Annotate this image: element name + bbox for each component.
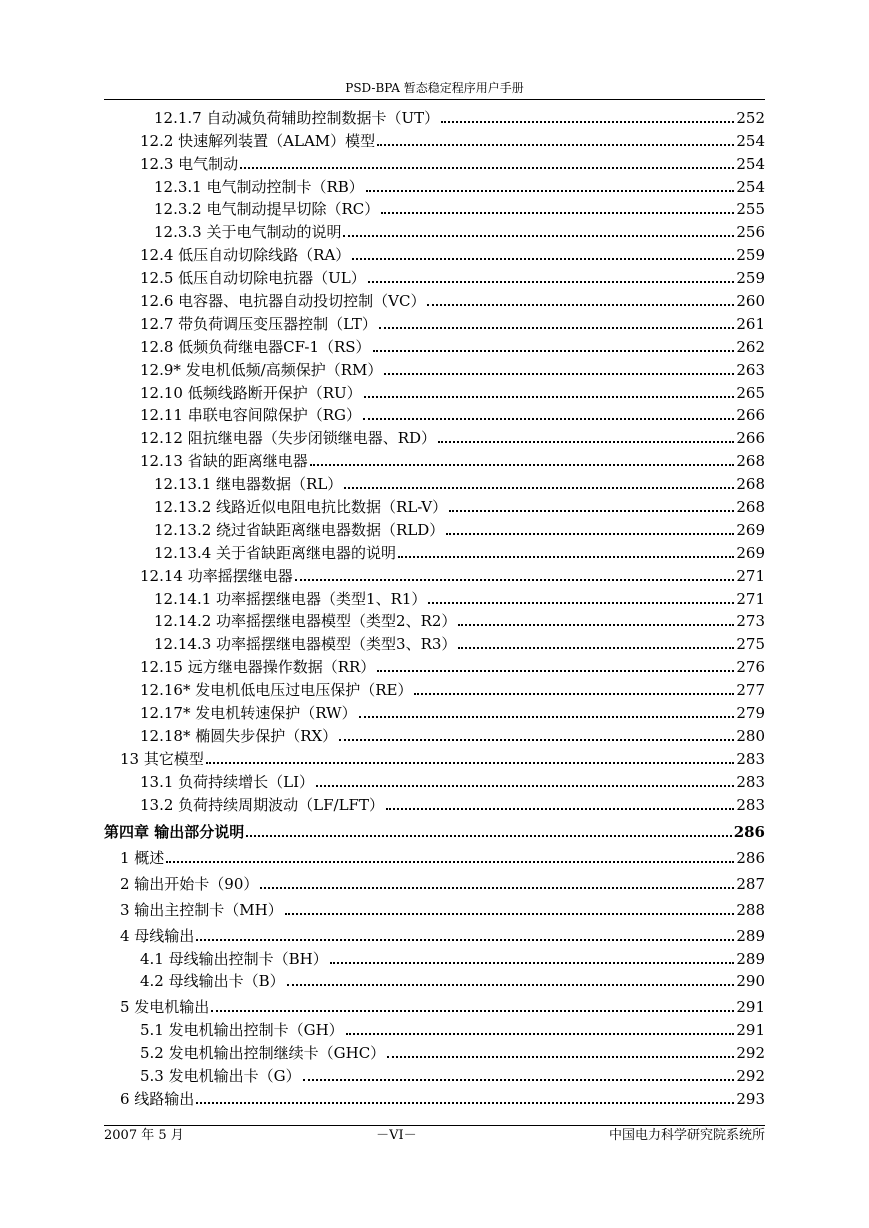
toc-entry[interactable]	[104, 608, 765, 631]
toc-entry-page: 254	[736, 154, 765, 173]
toc-dot-leader	[441, 120, 734, 123]
table-of-contents	[104, 104, 765, 1108]
toc-entry[interactable]	[104, 310, 765, 333]
toc-dot-leader	[260, 886, 734, 889]
toc-dot-leader	[384, 372, 734, 375]
toc-entry-page: 291	[736, 998, 765, 1017]
toc-entry[interactable]	[104, 287, 765, 310]
toc-entry-page: 265	[736, 383, 765, 402]
toc-entry-page: 283	[736, 795, 765, 814]
toc-entry[interactable]	[104, 745, 765, 768]
toc-dot-leader	[359, 715, 735, 718]
toc-entry[interactable]	[104, 893, 765, 919]
toc-entry[interactable]	[104, 1016, 765, 1039]
toc-dot-leader	[206, 761, 735, 764]
toc-entry-page: 259	[736, 269, 765, 288]
toc-dot-leader	[310, 463, 735, 466]
toc-dot-leader	[449, 509, 734, 512]
toc-entry[interactable]	[104, 945, 765, 968]
toc-entry-title: 12.17* 发电机转速保护（RW）	[140, 704, 357, 723]
footer-page-number: －VI－	[376, 1128, 417, 1143]
toc-entry-page: 252	[736, 108, 765, 127]
toc-entry[interactable]	[104, 150, 765, 173]
toc-entry-title: 12.4 低压自动切除线路（RA）	[140, 246, 351, 265]
toc-entry-page: 292	[736, 1044, 765, 1063]
toc-entry-page: 286	[733, 822, 765, 841]
toc-entry-page: 287	[736, 874, 765, 893]
toc-entry-page: 289	[736, 949, 765, 968]
toc-entry[interactable]	[104, 493, 765, 516]
toc-entry[interactable]	[104, 516, 765, 539]
toc-dot-leader	[316, 784, 734, 787]
toc-dot-leader	[364, 395, 735, 398]
toc-entry-page: 268	[736, 475, 765, 494]
toc-dot-leader	[295, 578, 735, 581]
toc-entry-page: 289	[736, 926, 765, 945]
toc-entry-title: 12.3.1 电气制动控制卡（RB）	[154, 177, 364, 196]
toc-entry-title: 12.16* 发电机低电压过电压保护（RE）	[140, 681, 413, 700]
toc-entry-title: 12.15 远方继电器操作数据（RR）	[140, 658, 376, 677]
toc-entry-title: 12.3.3 关于电气制动的说明	[154, 223, 342, 242]
toc-entry-title: 12.6 电容器、电抗器自动投切控制（VC）	[140, 292, 426, 311]
toc-dot-leader	[373, 349, 735, 352]
toc-entry-title: 12.14.3 功率摇摆继电器模型（类型3、R3）	[154, 635, 457, 654]
toc-entry[interactable]	[104, 919, 765, 945]
toc-entry[interactable]	[104, 791, 765, 814]
footer-date: 2007 年 5 月	[104, 1128, 184, 1143]
toc-dot-leader	[427, 303, 734, 306]
toc-entry[interactable]	[104, 470, 765, 493]
toc-entry[interactable]	[104, 402, 765, 425]
toc-entry-title: 12.13.1 继电器数据（RL）	[154, 475, 343, 494]
toc-dot-leader	[352, 257, 734, 260]
toc-entry[interactable]	[104, 218, 765, 241]
toc-entry[interactable]	[104, 539, 765, 562]
toc-dot-leader	[368, 280, 735, 283]
toc-entry[interactable]	[104, 990, 765, 1016]
toc-entry-page: 279	[736, 704, 765, 723]
toc-entry-page: 266	[736, 406, 765, 425]
toc-entry-title: 12.9* 发电机低频/高频保护（RM）	[140, 360, 383, 379]
toc-dot-leader	[196, 1101, 734, 1104]
toc-entry-page: 277	[736, 681, 765, 700]
toc-entry-page: 256	[736, 223, 765, 242]
toc-dot-leader	[330, 961, 735, 964]
toc-entry-page: 276	[736, 658, 765, 677]
toc-dot-leader	[246, 834, 731, 837]
footer-organization: 中国电力科学研究院系统所	[608, 1128, 765, 1143]
running-header	[104, 80, 765, 100]
toc-entry-page: 271	[736, 589, 765, 608]
toc-entry[interactable]	[104, 241, 765, 264]
toc-entry[interactable]	[104, 867, 765, 893]
toc-entry-page: 268	[736, 452, 765, 471]
toc-entry[interactable]	[104, 104, 765, 127]
toc-entry[interactable]	[104, 379, 765, 402]
toc-entry[interactable]	[104, 333, 765, 356]
toc-entry-page: 280	[736, 726, 765, 745]
toc-entry-title: 12.7 带负荷调压变压器控制（LT）	[140, 314, 377, 333]
toc-entry-page: 293	[736, 1089, 765, 1108]
toc-entry-title: 12.18* 椭圆失步保护（RX）	[140, 726, 338, 745]
toc-entry-page: 260	[736, 292, 765, 311]
toc-dot-leader	[196, 938, 734, 941]
toc-entry[interactable]	[104, 1039, 765, 1062]
toc-entry-title: 12.14.2 功率摇摆继电器模型（类型2、R2）	[154, 612, 457, 631]
toc-entry[interactable]	[104, 424, 765, 447]
toc-entry[interactable]	[104, 1062, 765, 1085]
toc-entry-page: 273	[736, 612, 765, 631]
toc-dot-leader	[166, 860, 734, 863]
toc-entry[interactable]	[104, 562, 765, 585]
toc-entry[interactable]	[104, 356, 765, 379]
toc-entry-page: 262	[736, 337, 765, 356]
toc-entry[interactable]	[104, 447, 765, 470]
toc-dot-leader	[303, 1078, 735, 1081]
toc-entry-page: 283	[736, 772, 765, 791]
toc-entry-title: 3 输出主控制卡（MH）	[120, 900, 283, 919]
toc-entry[interactable]	[104, 699, 765, 722]
toc-entry-title: 12.2 快速解列装置（ALAM）模型	[140, 131, 376, 150]
toc-dot-leader	[339, 738, 734, 741]
toc-dot-leader	[438, 440, 734, 443]
toc-entry[interactable]	[104, 814, 765, 841]
toc-entry-title: 5.3 发电机输出卡（G）	[140, 1067, 301, 1086]
running-footer	[104, 1125, 765, 1144]
toc-entry-title: 12.5 低压自动切除电抗器（UL）	[140, 269, 366, 288]
toc-entry[interactable]	[104, 768, 765, 791]
toc-entry-title: 4.2 母线输出卡（B）	[140, 972, 285, 991]
toc-dot-leader	[428, 601, 734, 604]
toc-entry-page: 269	[736, 543, 765, 562]
toc-dot-leader	[363, 417, 734, 420]
toc-entry-title: 4.1 母线输出控制卡（BH）	[140, 949, 328, 968]
toc-dot-leader	[458, 646, 734, 649]
toc-entry-title: 12.13.4 关于省缺距离继电器的说明	[154, 543, 397, 562]
toc-dot-leader	[285, 912, 735, 915]
toc-entry[interactable]	[104, 630, 765, 653]
toc-entry[interactable]	[104, 173, 765, 196]
toc-entry-page: 268	[736, 498, 765, 517]
toc-dot-leader	[381, 211, 734, 214]
toc-entry[interactable]	[104, 585, 765, 608]
toc-dot-leader	[343, 234, 734, 237]
toc-entry-title: 5 发电机输出	[120, 998, 210, 1017]
toc-entry[interactable]	[104, 264, 765, 287]
toc-entry-title: 6 线路输出	[120, 1089, 195, 1108]
toc-entry[interactable]	[104, 968, 765, 991]
toc-entry-title: 12.13.2 线路近似电阻电抗比数据（RL-V）	[154, 498, 448, 517]
toc-entry-page: 263	[736, 360, 765, 379]
toc-entry-title: 5.2 发电机输出控制继续卡（GHC）	[140, 1044, 386, 1063]
toc-entry-title: 5.1 发电机输出控制卡（GH）	[140, 1021, 344, 1040]
toc-entry-title: 12.13.2 绕过省缺距离继电器数据（RLD）	[154, 520, 445, 539]
toc-entry-title: 12.12 阻抗继电器（失步闭锁继电器、RD）	[140, 429, 437, 448]
toc-entry-title: 13.2 负荷持续周期波动（LF/LFT）	[140, 795, 384, 814]
toc-entry[interactable]	[104, 676, 765, 699]
toc-entry-title: 12.8 低频负荷继电器CF-1（RS）	[140, 337, 371, 356]
toc-entry-title: 12.10 低频线路断开保护（RU）	[140, 383, 362, 402]
toc-entry-title: 12.14.1 功率摇摆继电器（类型1、R1）	[154, 589, 427, 608]
toc-entry-title: 12.13 省缺的距离继电器	[140, 452, 308, 471]
toc-entry[interactable]	[104, 196, 765, 219]
toc-entry-title: 1 概述	[120, 848, 165, 867]
toc-entry-page: 266	[736, 429, 765, 448]
toc-dot-leader	[211, 1009, 734, 1012]
toc-dot-leader	[386, 807, 734, 810]
toc-entry[interactable]	[104, 127, 765, 150]
toc-entry-title: 4 母线输出	[120, 926, 195, 945]
toc-entry-page: 290	[736, 972, 765, 991]
toc-entry-title: 12.1.7 自动减负荷辅助控制数据卡（UT）	[154, 108, 440, 127]
toc-entry-page: 255	[736, 200, 765, 219]
toc-entry-title: 12.14 功率摇摆继电器	[140, 566, 293, 585]
manual-title: PSD-BPA 暂态稳定程序用户手册	[345, 81, 524, 95]
toc-entry-page: 292	[736, 1067, 765, 1086]
toc-dot-leader	[344, 486, 734, 489]
toc-entry-page: 288	[736, 900, 765, 919]
toc-dot-leader	[377, 669, 734, 672]
toc-entry-title: 12.3.2 电气制动提早切除（RC）	[154, 200, 380, 219]
toc-dot-leader	[458, 623, 734, 626]
toc-entry-title: 13.1 负荷持续增长（LI）	[140, 772, 315, 791]
toc-entry-page: 261	[736, 314, 765, 333]
toc-entry-title: 12.3 电气制动	[140, 154, 239, 173]
toc-dot-leader	[387, 1055, 734, 1058]
toc-dot-leader	[379, 326, 734, 329]
toc-dot-leader	[346, 1032, 735, 1035]
toc-entry-page: 291	[736, 1021, 765, 1040]
toc-entry[interactable]	[104, 722, 765, 745]
toc-entry[interactable]	[104, 1085, 765, 1108]
toc-entry-page: 259	[736, 246, 765, 265]
toc-entry-page: 275	[736, 635, 765, 654]
toc-entry[interactable]	[104, 653, 765, 676]
toc-entry-page: 254	[736, 177, 765, 196]
toc-dot-leader	[240, 166, 734, 169]
toc-entry-page: 271	[736, 566, 765, 585]
toc-dot-leader	[414, 692, 734, 695]
toc-entry[interactable]	[104, 841, 765, 867]
toc-dot-leader	[446, 532, 734, 535]
toc-entry-page: 283	[736, 749, 765, 768]
toc-dot-leader	[287, 983, 735, 986]
toc-entry-title: 第四章 输出部分说明	[104, 822, 245, 841]
toc-entry-page: 269	[736, 520, 765, 539]
toc-dot-leader	[377, 143, 734, 146]
toc-entry-title: 2 输出开始卡（90）	[120, 874, 259, 893]
toc-dot-leader	[398, 555, 734, 558]
toc-entry-title: 13 其它模型	[120, 749, 204, 768]
toc-dot-leader	[366, 189, 735, 192]
toc-entry-title: 12.11 串联电容间隙保护（RG）	[140, 406, 361, 425]
toc-entry-page: 254	[736, 131, 765, 150]
toc-entry-page: 286	[736, 848, 765, 867]
